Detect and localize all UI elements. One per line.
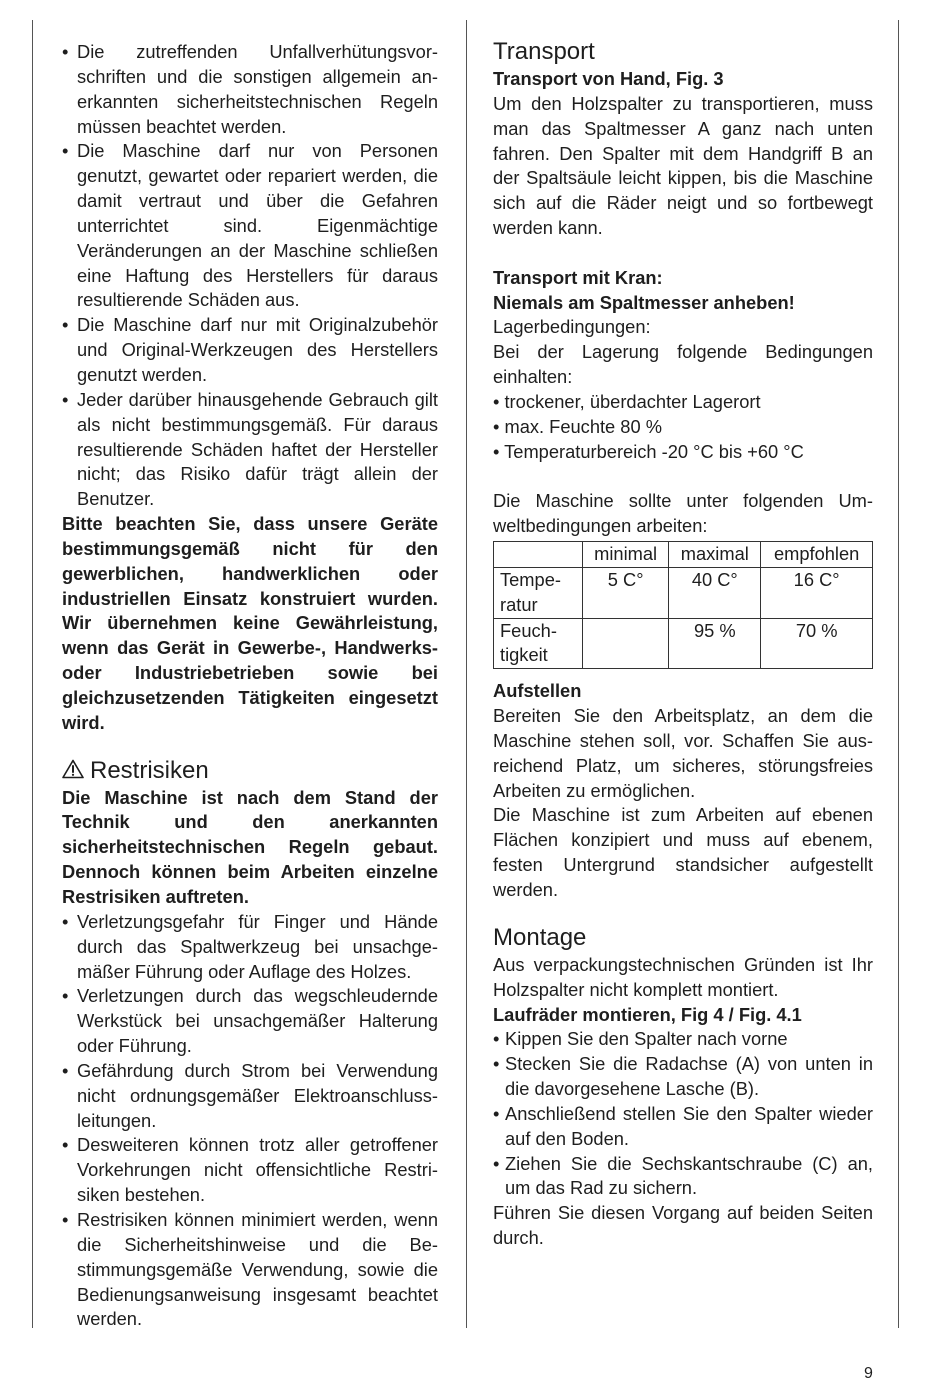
aufstellen-text: Die Maschine ist zum Arbeiten auf ebenen Flächen konzipiert und muss auf ebenem, festen Untergrund standsicher aufgestellt werden. (493, 804, 873, 900)
montage-outro: Führen Sie diesen Vorgang auf beiden Seiten durch. (493, 1202, 873, 1249)
table-cell: 70 % (761, 618, 873, 669)
warning-triangle-icon (62, 759, 84, 779)
list-item: • Ziehen Sie die Sechskantschraube (C) an, um das Rad zu sichern. (493, 1152, 873, 1202)
table-header-cell: minimal (583, 542, 669, 568)
assembly-steps-list (493, 1027, 873, 1201)
column-divider-rule (466, 20, 467, 1328)
residual-risks-list (62, 910, 438, 1332)
storage-item: • trockener, überdachter Lagerort (493, 390, 761, 412)
table-row-label: Feuchtigkeit (494, 618, 583, 669)
montage-intro: Aus verpackungstechnischen Gründen ist Ihr Holzspalter nicht komplett montiert. (493, 953, 873, 1000)
table-header-cell: empfohlen (761, 542, 873, 568)
list-item: • Jeder darüber hinausgehende Gebrauch gilt als nicht bestimmungsgemäß. Für daraus resultierende Schäden haftet der Hersteller nicht; das Risiko dafür trägt allein der Benutzer. (62, 388, 438, 512)
list-item: • Die Maschine darf nur von Personen genutzt, gewartet oder repariert werden, die damit vertraut und über die Gefahren unterrichtet sind. Eigenmächtige Veränderungen an der Maschine schließen eine Haftung des Herstellers für daraus resultierende Schäden aus. (62, 139, 438, 313)
table-cell: 5 C° (583, 567, 669, 618)
commercial-use-notice: Bitte beachten Sie, dass unsere Geräte bestimmungsgemäß nicht für den gewerblichen, handwerklichen oder industriellen Einsatz konstruiert wurden. Wir übernehmen keine Gewährleistung, wenn das Gerät in Gewerbe-, Handwerks- oder Industriebetrieben sowie bei gleichzusetzenden Tätigkeiten eingesetzt wird. (62, 513, 438, 733)
aufstellen-heading: Aufstellen (493, 680, 582, 702)
page-number: 9 (864, 1365, 873, 1382)
list-item: • Die Maschine darf nur mit Originalzubehör und Original-Werkzeugen des Herstellers genutzt werden. (62, 313, 438, 388)
aufstellen-text: Bereiten Sie den Arbeitsplatz, an dem die Maschine stehen soll, vor. Schaffen Sie ausreichend Platz, um sicheres, störungsfreies Arbeiten zu ermöglichen. (493, 705, 873, 801)
restrisiken-heading (62, 756, 438, 786)
list-item: • Kippen Sie den Spalter nach vorne (493, 1027, 873, 1052)
table-row (494, 567, 873, 618)
transport-heading: Transport (493, 38, 595, 65)
table-row-label: Temperatur (494, 567, 583, 618)
table-cell: 40 C° (669, 567, 761, 618)
safety-rules-list (62, 40, 438, 512)
right-column (493, 37, 873, 1251)
table-cell (583, 618, 669, 669)
environment-table (493, 541, 873, 669)
list-item: • Anschließend stellen Sie den Spalter wieder auf den Boden. (493, 1102, 873, 1152)
table-header-cell: maximal (669, 542, 761, 568)
transport-kran-heading: Transport mit Kran: (493, 266, 663, 288)
storage-item: • Temperaturbereich -20 °C bis +60 °C (493, 440, 804, 462)
list-item: • Gefährdung durch Strom bei Verwendung nicht ordnungsgemäßer Elektroanschlussleitungen. (62, 1059, 438, 1134)
list-item: • Desweiteren können trotz aller getroffener Vorkehrungen nicht offensichtliche Restrisiken bestehen. (62, 1133, 438, 1208)
list-item: • Stecken Sie die Radachse (A) von unten in die davorgesehene Lasche (B). (493, 1052, 873, 1102)
environment-intro: Die Maschine sollte unter folgenden Umweltbedingungen arbeiten: (493, 490, 873, 537)
table-row (494, 542, 873, 568)
right-border-rule (898, 20, 899, 1328)
transport-hand-text: Um den Holzspalter zu transportieren, muss man das Spaltmesser A ganz nach unten fahren. Den Spalter mit dem Handgriff B an der Spaltsäule leicht kippen, bis die Maschine sich auf die Räder neigt und so fortbewegt werden kann. (493, 92, 873, 239)
table-cell: 16 C° (761, 567, 873, 618)
table-cell (494, 542, 583, 568)
restrisiken-intro: Die Maschine ist nach dem Stand der Technik und den anerkannten sicherheitstechnischen Regeln gebaut. Dennoch können beim Arbeiten einzelne Restrisiken auftreten. (62, 786, 438, 907)
storage-label: Lagerbedingungen: (493, 316, 651, 338)
montage-heading: Montage (493, 923, 587, 951)
table-row (494, 618, 873, 669)
storage-intro: Bei der Lagerung folgende Bedingungen einhalten: (493, 341, 873, 388)
left-column (62, 40, 438, 1332)
transport-kran-warning: Niemals am Spaltmesser anheben! (493, 291, 795, 313)
restrisiken-title: Restrisiken (90, 756, 209, 784)
list-item: • Verletzungsgefahr für Finger und Hände durch das Spaltwerkzeug bei unsachgemäßer Führung oder Auflage des Holzes. (62, 910, 438, 985)
table-cell: 95 % (669, 618, 761, 669)
transport-hand-heading: Transport von Hand, Fig. 3 (493, 68, 724, 89)
list-item: • Die zutreffenden Unfallverhütungsvorschriften und die sonstigen allgemein anerkannten sicherheitstechnischen Regeln müssen beachtet werden. (62, 40, 438, 139)
laufraeder-heading: Laufräder montieren, Fig 4 / Fig. 4.1 (493, 1003, 802, 1025)
list-item: • Verletzungen durch das wegschleudernde Werkstück bei unsachgemäßer Halterung oder Führung. (62, 984, 438, 1059)
list-item: • Restrisiken können minimiert werden, wenn die Sicherheitshinweise und die Bestimmungsgemäße Verwendung, sowie die Bedienungsanweisung insgesamt beachtet werden. (62, 1208, 438, 1332)
left-border-rule (32, 20, 33, 1328)
storage-item: • max. Feuchte 80 % (493, 415, 662, 437)
